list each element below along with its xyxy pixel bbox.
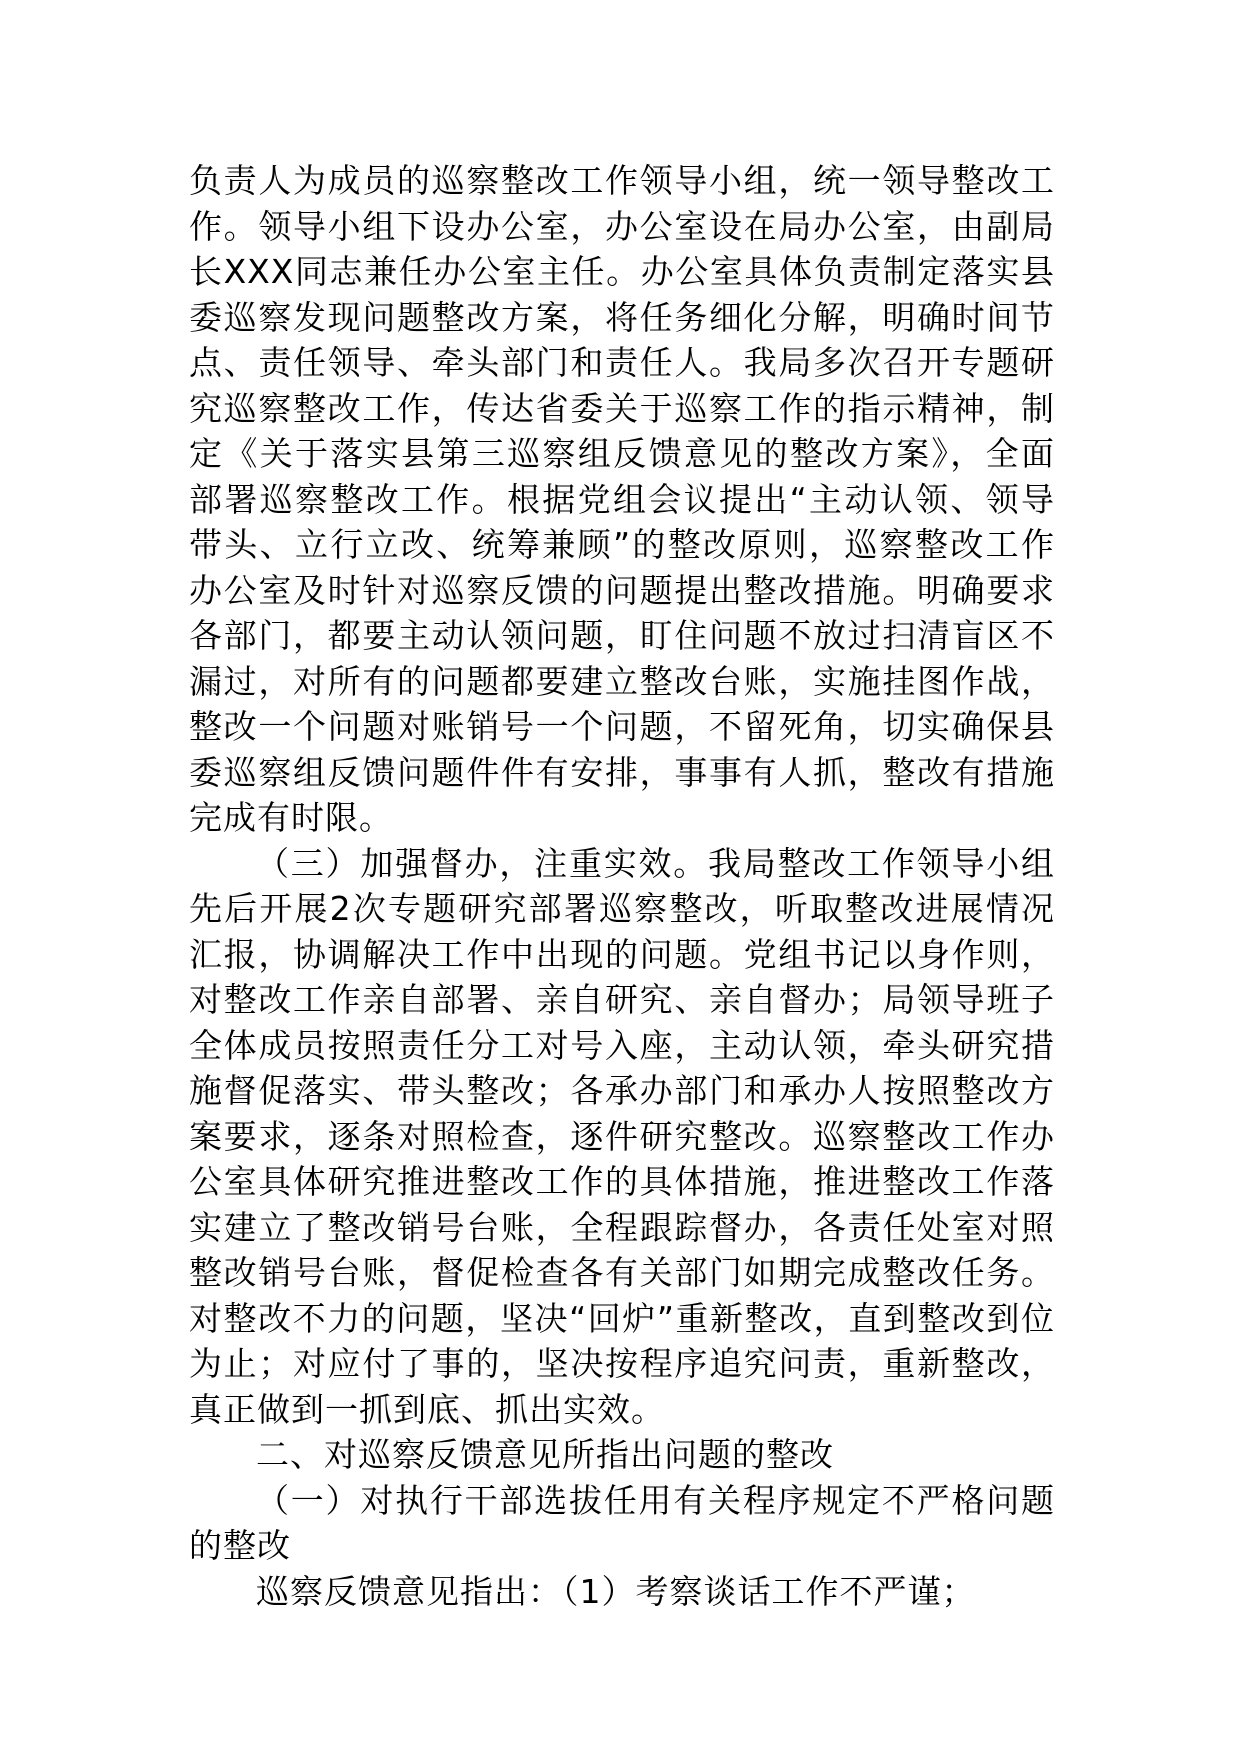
section-heading: 二、对巡察反馈意见所指出问题的整改 xyxy=(256,1435,834,1474)
body-paragraph-2: （三）加强督办，注重实效。我局整改工作领导小组先后开展2次专题研究部署巡察整改，听取整改进展情况汇报，协调解决工作中出现的问题。党组书记以身作则，对整改工作亲自部署、亲自研究、亲自督办；局领导班子全体成员按照责任分工对号入座，主动认领，牵头研究措施督促落实、带头整改；各承办部门和承办人按照整改方案要求，逐条对照检查，逐件研究整改。巡察整改工作办公室具体研究推进整改工作的具体措施，推进整改工作落实建立了整改销号台账，全程跟踪督办，各责任处室对照整改销号台账，督促检查各有关部门如期完成整改任务。对整改不力的问题，坚决“回炉”重新整改，直到整改到位为止；对应付了事的，坚决按程序追究问责，重新整改，真正做到一抓到底、抓出实效。 xyxy=(189,843,1055,1429)
subsection-heading: （一）对执行干部选拔任用有关程序规定不严格问题的整改 xyxy=(189,1480,1055,1565)
document-page xyxy=(189,158,1055,1614)
body-paragraph-3: 巡察反馈意见指出：（1）考察谈话工作不严谨； xyxy=(256,1571,976,1611)
body-paragraph-1: 负责人为成员的巡察整改工作领导小组，统一领导整改工作。领导小组下设办公室，办公室设在局办公室，由副局长XXX同志兼任办公室主任。办公室具体负责制定落实县委巡察发现问题整改方案，将任务细化分解，明确时间节点、责任领导、牵头部门和责任人。我局多次召开专题研究巡察整改工作，传达省委关于巡察工作的指示精神，制定《关于落实县第三巡察组反馈意见的整改方案》，全面部署巡察整改工作。根据党组会议提出“主动认领、领导带头、立行立改、统筹兼顾”的整改原则，巡察整改工作办公室及时针对巡察反馈的问题提出整改措施。明确要求各部门，都要主动认领问题，盯住问题不放过扫清盲区不漏过，对所有的问题都要建立整改台账，实施挂图作战，整改一个问题对账销号一个问题，不留死角，切实确保县委巡察组反馈问题件件有安排，事事有人抓，整改有措施完成有时限。 xyxy=(189,161,1055,837)
